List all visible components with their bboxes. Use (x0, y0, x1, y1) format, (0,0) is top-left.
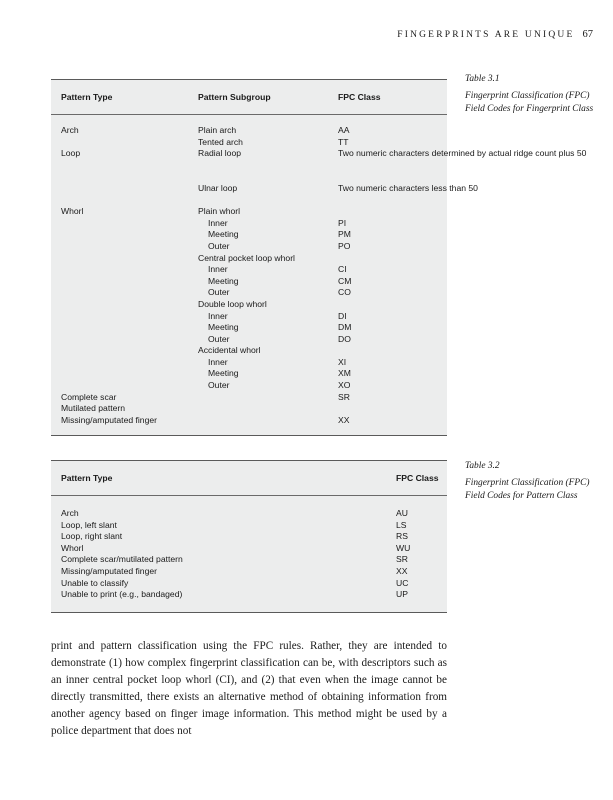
table-row (51, 392, 447, 404)
table-row (51, 311, 447, 323)
cell-pattern-type: Complete scar/mutilated pattern (61, 554, 183, 565)
cell-subgroup: Inner (208, 264, 228, 275)
caption-label: Table 3.1 (465, 74, 500, 84)
cell-subgroup: Tented arch (198, 136, 243, 147)
cell-fpc-class: TT (338, 136, 349, 147)
caption-label: Table 3.2 (465, 461, 500, 471)
table-row (51, 566, 447, 578)
cell-pattern-type: Unable to classify (61, 577, 129, 588)
cell-subgroup: Double loop whorl (198, 298, 267, 309)
cell-fpc-class: PI (338, 217, 347, 228)
fpc-multiline-text: Two numeric characters less than 50 (338, 182, 478, 193)
header-fpc-class: FPC Class (338, 92, 381, 102)
header-pattern-subgroup: Pattern Subgroup (198, 92, 271, 102)
cell-subgroup: Meeting (208, 275, 239, 286)
cell-pattern-type: Arch (61, 508, 79, 518)
cell-fpc-class (338, 182, 478, 195)
cell-fpc-class: RS (396, 531, 408, 542)
cell-fpc-class (338, 148, 587, 160)
table-row (51, 334, 447, 346)
caption-text: Fingerprint Classification (FPC) Field Codes for Pattern Class (465, 478, 590, 501)
table-row (51, 182, 478, 206)
cell-fpc-class: WU (396, 542, 411, 553)
cell-subgroup: Inner (208, 356, 228, 367)
cell-pattern-type: Missing/amputated finger (61, 565, 158, 576)
cell-pattern-type: Loop (61, 148, 81, 159)
table-row (51, 520, 447, 532)
header-pattern-type: Pattern Type (61, 92, 113, 102)
table-row (51, 264, 447, 276)
cell-subgroup: Outer (208, 333, 230, 344)
cell-subgroup: Central pocket loop whorl (198, 252, 295, 263)
cell-subgroup: Meeting (208, 322, 239, 333)
table-row (51, 229, 447, 241)
cell-pattern-type: Whorl (61, 206, 84, 217)
cell-pattern-type: Loop, right slant (61, 531, 123, 542)
table-row (51, 543, 447, 555)
body-paragraph-text: print and pattern classification using the FPC rules. Rather, they are intended to demonstrate (1) how complex fingerprint classification can be, with descriptors such as an inner central pocket loop whorl (CI), and (2) that even when the image cannot be directly transmitted, there exists an alternative method of obtaining information from another agency based on finger image information. This method might be used by a police department that does not (51, 640, 447, 738)
table-3-1-caption (465, 73, 605, 115)
table-row (51, 554, 447, 566)
cell-fpc-class: CM (338, 275, 352, 286)
table-row (51, 125, 447, 137)
table-row (51, 578, 447, 590)
cell-fpc-class: XO (338, 380, 351, 391)
cell-pattern-type: Whorl (61, 542, 84, 553)
cell-subgroup: Meeting (208, 229, 239, 240)
cell-fpc-class: SR (338, 391, 350, 402)
cell-pattern-type: Mutilated pattern (61, 403, 126, 414)
table-row (51, 357, 447, 369)
cell-subgroup: Plain arch (198, 125, 237, 135)
table-row (51, 218, 447, 230)
cell-fpc-class: XI (338, 356, 347, 367)
cell-fpc-class: SR (396, 554, 408, 565)
cell-fpc-class: LS (396, 519, 407, 530)
table-row (51, 287, 447, 299)
cell-fpc-class: DI (338, 310, 347, 321)
cell-subgroup: Radial loop (198, 148, 241, 159)
page-number: 67 (582, 29, 593, 40)
table-row (51, 253, 447, 265)
header-pattern-type: Pattern Type (61, 473, 113, 483)
cell-fpc-class: XX (338, 414, 350, 425)
table-3-1-header (51, 80, 447, 115)
cell-fpc-class: UP (396, 589, 408, 600)
cell-pattern-type: Loop, left slant (61, 519, 117, 530)
table-3-2 (51, 460, 447, 613)
cell-subgroup: Accidental whorl (198, 345, 261, 356)
caption-text: Fingerprint Classification (FPC) Field Codes for Fingerprint Class (465, 91, 594, 114)
cell-fpc-class: CO (338, 287, 351, 298)
table-3-2-header (51, 461, 447, 496)
cell-fpc-class: UC (396, 577, 409, 588)
table-row (51, 589, 447, 601)
header-fpc-class: FPC Class (396, 473, 439, 483)
table-row (51, 380, 447, 392)
cell-pattern-type: Complete scar (61, 391, 117, 402)
table-row (51, 148, 587, 183)
cell-subgroup: Inner (208, 310, 228, 321)
table-row (51, 508, 447, 520)
cell-subgroup: Ulnar loop (198, 182, 238, 193)
running-head (397, 29, 593, 40)
cell-fpc-class: XX (396, 565, 408, 576)
cell-subgroup: Meeting (208, 368, 239, 379)
table-row (51, 531, 447, 543)
table-row (51, 206, 447, 218)
body-paragraph (51, 638, 447, 741)
cell-pattern-type: Missing/amputated finger (61, 414, 158, 425)
cell-fpc-class: PM (338, 229, 351, 240)
cell-fpc-class: DO (338, 333, 351, 344)
cell-subgroup: Outer (208, 240, 230, 251)
table-row (51, 345, 447, 357)
table-row (51, 415, 447, 427)
cell-fpc-class: CI (338, 264, 347, 275)
cell-fpc-class: PO (338, 240, 351, 251)
cell-fpc-class: AA (338, 125, 350, 135)
cell-subgroup: Outer (208, 380, 230, 391)
table-row (51, 322, 447, 334)
running-head-title: FINGERPRINTS ARE UNIQUE (397, 30, 575, 40)
fpc-multiline-text: Two numeric characters determined by actual ridge count plus 50 (338, 148, 587, 159)
table-row (51, 299, 447, 311)
cell-subgroup: Plain whorl (198, 206, 241, 217)
cell-fpc-class: AU (396, 508, 408, 518)
table-3-2-body (51, 508, 447, 601)
table-row (51, 137, 447, 149)
table-row (51, 403, 447, 415)
cell-pattern-type: Arch (61, 125, 79, 135)
cell-pattern-type: Unable to print (e.g., bandaged) (61, 589, 183, 600)
table-3-2-caption (465, 460, 605, 502)
table-row (51, 241, 447, 253)
cell-subgroup: Inner (208, 217, 228, 228)
table-row (51, 368, 447, 380)
cell-fpc-class: XM (338, 368, 351, 379)
table-3-1-body (51, 125, 587, 426)
table-row (51, 276, 447, 288)
cell-subgroup: Outer (208, 287, 230, 298)
cell-fpc-class: DM (338, 322, 352, 333)
